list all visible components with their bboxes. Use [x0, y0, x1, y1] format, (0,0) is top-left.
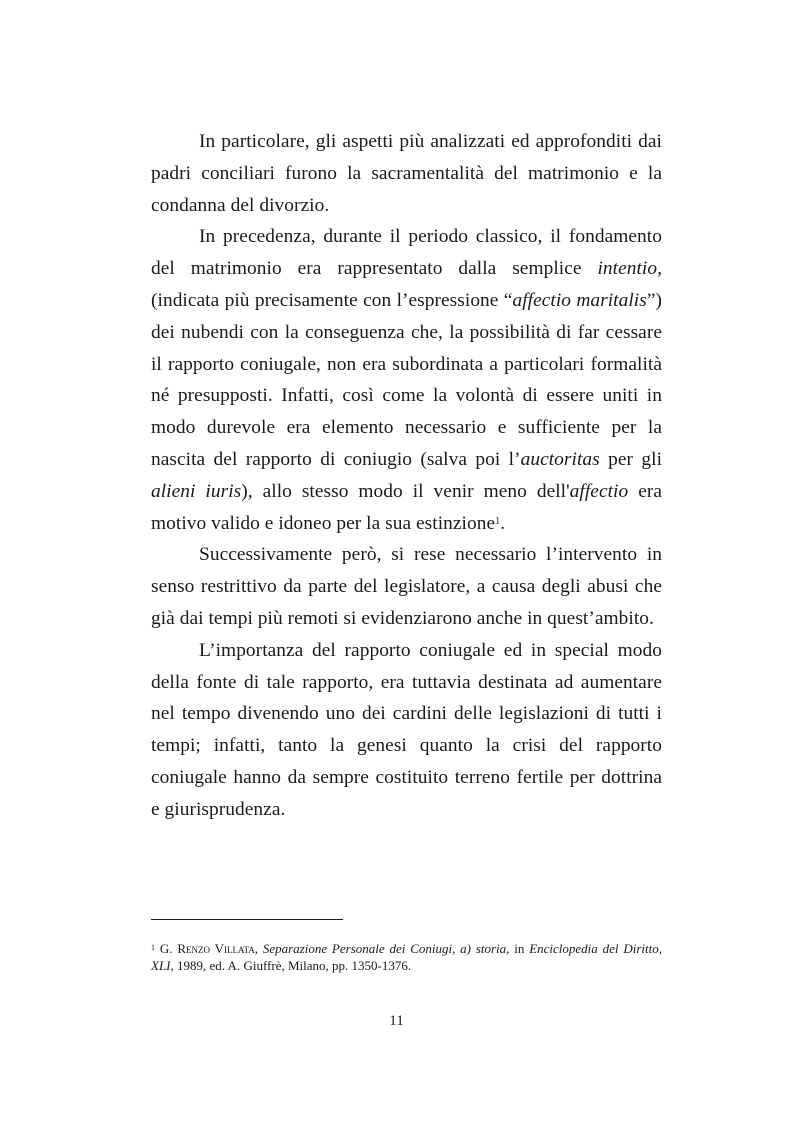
text-run: (indicata più precisamente con l’espressione “: [151, 289, 513, 311]
page-number: 11: [389, 1013, 404, 1029]
footnote-reference: 1: [495, 515, 501, 527]
body-text: [151, 126, 662, 826]
text-run: , 1989, ed. A. Giuffrè, Milano, pp. 1350-1376.: [170, 958, 412, 973]
text-run: ”) dei nubendi con la conseguenza che, la possibilità di far cessare il rapporto coniugale, non era subordinata a particolari formalità né presupposti. Infatti, così come la volontà di essere uniti in modo durevole era elemento necessario e sufficiente per la nascita del rapporto di coniugio (salva poi l’: [151, 289, 662, 470]
text-run: per gli: [599, 448, 663, 470]
text-run: In precedenza, durante il periodo classico, il fondamento del matrimonio era rappresentato dalla semplice: [151, 226, 662, 280]
footnote-text: [151, 941, 662, 973]
text-run: L’importanza del rapporto coniugale ed in special modo della fonte di tale rapporto, era tuttavia destinata ad aumentare nel tempo divenendo uno dei cardini delle legislazioni di tutti i tempi; infatti, tanto la genesi quanto la crisi del rapporto coniugale hanno da sempre costituito terreno fertile per dottrina e giurisprudenza.: [151, 639, 662, 820]
text-run: .: [500, 512, 506, 534]
footnote-separator: [151, 919, 343, 920]
text-run: Renzo Villata: [177, 941, 255, 956]
text-run: alieni iuris: [151, 480, 242, 502]
footnote-marker: 1: [151, 943, 155, 952]
text-run: ,: [254, 941, 263, 956]
paragraph-2: [151, 221, 662, 539]
text-run: intentio,: [597, 258, 662, 280]
text-run: era motivo valido e idoneo per la sua estinzione: [151, 480, 663, 534]
text-run: Enciclopedia del Diritto, XLI: [151, 941, 662, 973]
text-run: Successivamente però, si rese necessario l’intervento in senso restrittivo da parte del legislatore, a causa degli abusi che già dai tempi più remoti si evidenziarono anche in quest’ambito.: [151, 544, 662, 629]
text-run: auctoritas: [520, 448, 600, 470]
text-run: G.: [155, 941, 178, 956]
text-run: Separazione Personale dei Coniugi, a) storia: [262, 941, 507, 956]
text-run: ), allo stesso modo il venir meno dell': [241, 480, 570, 502]
text-run: , in: [506, 941, 530, 956]
paragraph-1: [151, 126, 662, 221]
text-run: In particolare, gli aspetti più analizzati ed approfonditi dai padri conciliari furono la sacramentalità del matrimonio e la condanna del divorzio.: [151, 131, 662, 216]
text-run: affectio maritalis: [512, 289, 647, 311]
paragraph-3: [151, 539, 662, 634]
text-run: affectio: [569, 480, 629, 502]
paragraph-4: [151, 635, 662, 826]
footnote-1: [151, 940, 662, 974]
